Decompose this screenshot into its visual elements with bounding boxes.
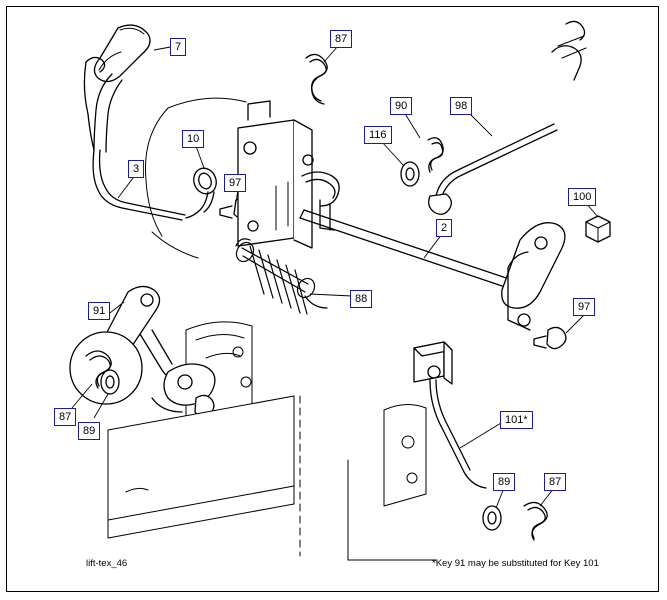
- callout-100[interactable]: 100: [568, 188, 596, 206]
- diagram-id-label: lift-tex_46: [86, 558, 128, 569]
- callout-98[interactable]: 98: [450, 97, 472, 115]
- callout-89-detail[interactable]: 89: [78, 422, 100, 440]
- callout-87-top[interactable]: 87: [330, 30, 352, 48]
- callout-91[interactable]: 91: [88, 302, 110, 320]
- callout-90[interactable]: 90: [390, 97, 412, 115]
- callout-88[interactable]: 88: [350, 290, 372, 308]
- diagram-footnote: *Key 91 may be substituted for Key 101: [432, 558, 599, 569]
- callout-116[interactable]: 116: [364, 126, 392, 144]
- callout-97-right[interactable]: 97: [573, 298, 595, 316]
- callout-101[interactable]: 101*: [500, 411, 533, 429]
- callout-3[interactable]: 3: [128, 160, 144, 178]
- callout-87-bottom[interactable]: 87: [544, 473, 566, 491]
- callout-10[interactable]: 10: [182, 130, 204, 148]
- callout-7[interactable]: 7: [170, 38, 186, 56]
- callout-87-detail[interactable]: 87: [54, 408, 76, 426]
- callout-97-left[interactable]: 97: [224, 174, 246, 192]
- callout-2[interactable]: 2: [436, 219, 452, 237]
- callout-89-bottom[interactable]: 89: [493, 473, 515, 491]
